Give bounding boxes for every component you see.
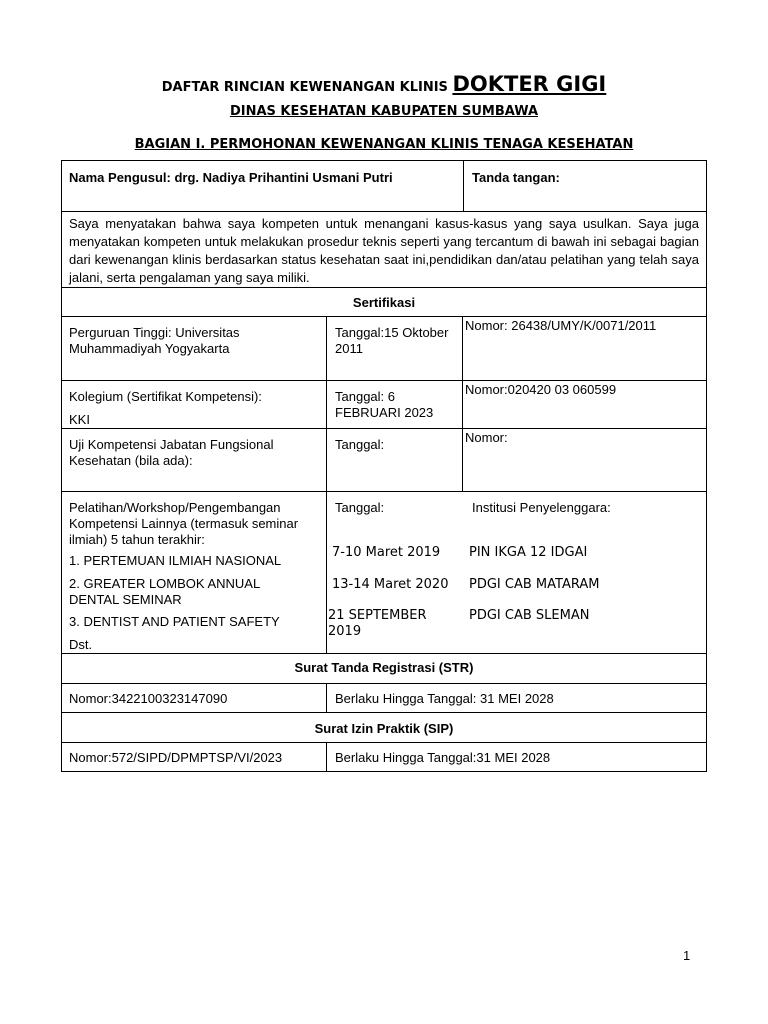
title-prefix: DAFTAR RINCIAN KEWENANGAN KLINIS bbox=[161, 80, 448, 95]
document-subtitle: DINAS KESEHATAN KABUPATEN SUMBAWA bbox=[229, 104, 539, 119]
row-divider bbox=[61, 428, 707, 429]
row-divider bbox=[61, 683, 707, 684]
training-item-institution: PDGI CAB SLEMAN bbox=[469, 608, 590, 623]
training-item-name: 1. PERTEMUAN ILMIAH NASIONAL bbox=[69, 553, 282, 568]
training-date-label: Tanggal: bbox=[335, 500, 385, 515]
training-item-name: 3. DENTIST AND PATIENT SAFETY bbox=[69, 614, 280, 629]
training-label: Pelatihan/Workshop/Pengembangan Kompetensi Lainnya (termasuk seminar ilmiah) 5 tahun terakhir: bbox=[69, 500, 299, 547]
str-valid-until: Berlaku Hingga Tanggal: 31 MEI 2028 bbox=[335, 691, 554, 706]
title-main: DOKTER GIGI bbox=[452, 72, 607, 96]
row-divider bbox=[61, 653, 707, 654]
row-divider bbox=[61, 380, 707, 381]
str-heading: Surat Tanda Registrasi (STR) bbox=[294, 660, 474, 675]
training-more: Dst. bbox=[69, 637, 93, 652]
certification-heading: Sertifikasi bbox=[352, 295, 416, 310]
training-item-name: 2. GREATER LOMBOK ANNUAL DENTAL SEMINAR bbox=[69, 576, 260, 607]
page-number: 1 bbox=[683, 948, 691, 963]
column-divider bbox=[463, 160, 464, 211]
training-institution-label: Institusi Penyelenggara: bbox=[472, 500, 611, 515]
university-date: Tanggal:15 Oktober 2011 bbox=[335, 325, 449, 356]
column-divider bbox=[326, 683, 327, 712]
training-item-date: 13-14 Maret 2020 bbox=[332, 577, 449, 592]
kolegium-date: Tanggal: 6 FEBRUARI 2023 bbox=[335, 389, 434, 420]
training-item-date: 21 SEPTEMBER 2019 bbox=[328, 608, 427, 639]
row-divider bbox=[61, 712, 707, 713]
training-item-date: 7-10 Maret 2019 bbox=[332, 545, 441, 560]
uji-kompetensi-label: Uji Kompetensi Jabatan Fungsional Kesehatan (bila ada): bbox=[69, 437, 274, 468]
row-divider bbox=[61, 491, 707, 492]
row-divider bbox=[61, 742, 707, 743]
uji-kompetensi-number: Nomor: bbox=[465, 430, 508, 445]
sip-heading: Surat Izin Praktik (SIP) bbox=[314, 721, 454, 736]
training-item-institution: PDGI CAB MATARAM bbox=[469, 577, 600, 592]
sip-number: Nomor:572/SIPD/DPMPTSP/VI/2023 bbox=[69, 750, 283, 765]
str-number: Nomor:3422100323147090 bbox=[69, 691, 228, 706]
document-title bbox=[0, 72, 768, 96]
university-number: Nomor: 26438/UMY/K/0071/2011 bbox=[465, 318, 657, 333]
kolegium-number: Nomor:020420 03 060599 bbox=[465, 382, 617, 397]
row-divider bbox=[61, 211, 707, 212]
kolegium-label: Kolegium (Sertifikat Kompetensi): bbox=[69, 389, 262, 404]
row-divider bbox=[61, 316, 707, 317]
section-title: BAGIAN I. PERMOHONAN KEWENANGAN KLINIS TENAGA KESEHATAN bbox=[134, 137, 634, 152]
column-divider bbox=[326, 316, 327, 653]
uji-kompetensi-date: Tanggal: bbox=[335, 437, 385, 452]
applicant-name: Nama Pengusul: drg. Nadiya Prihantini Usmani Putri bbox=[69, 170, 393, 185]
university-label: Perguruan Tinggi: Universitas Muhammadiyah Yogyakarta bbox=[69, 325, 240, 356]
sip-valid-until: Berlaku Hingga Tanggal:31 MEI 2028 bbox=[335, 750, 551, 765]
signature-label: Tanda tangan: bbox=[472, 170, 560, 185]
statement-paragraph: Saya menyatakan bahwa saya kompeten untuk menangani kasus-kasus yang saya usulkan. Saya juga menyatakan kompeten untuk melakukan prosedur teknis seperti yang tercantum di bawah ini sebagai bagian dari kewenangan klinis berdasarkan status kesehatan saat ini,pendidikan dan/atau pelatihan yang telah saya jalani, serta pengalaman yang saya miliki. bbox=[69, 216, 699, 285]
row-divider bbox=[61, 287, 707, 288]
column-divider bbox=[326, 742, 327, 772]
kolegium-value: KKI bbox=[69, 412, 90, 427]
training-item-institution: PIN IKGA 12 IDGAI bbox=[469, 545, 588, 560]
